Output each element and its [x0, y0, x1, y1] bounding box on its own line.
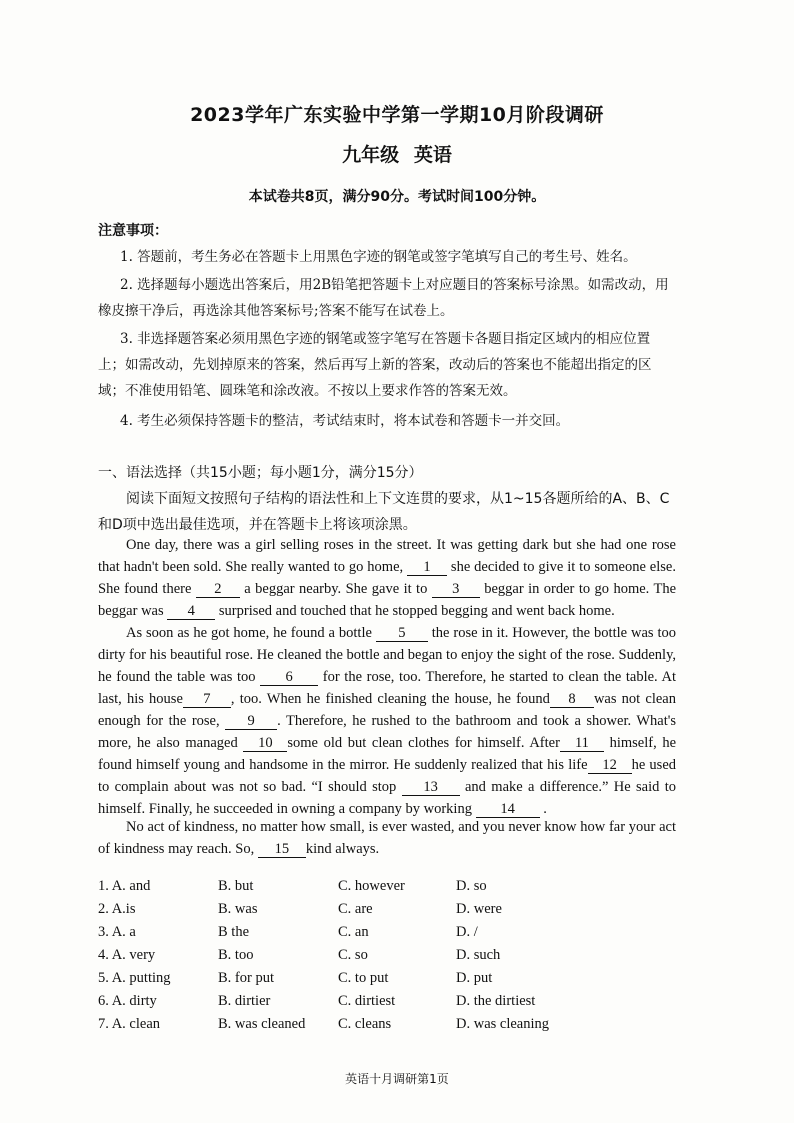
- grade-label: 九年级: [342, 144, 400, 166]
- option-b: B. was: [218, 901, 258, 917]
- option-c: C. dirtiest: [338, 993, 396, 1009]
- option-c: C. cleans: [338, 1016, 392, 1032]
- passage-text: No act of kindness, no matter how small, is ever wasted, and you never know how far your act of kindness may reach. So,: [98, 819, 676, 857]
- passage-text: surprised and touched that he stopped begging and went back home.: [215, 603, 615, 619]
- option-d: D. were: [456, 901, 502, 917]
- option-c: C. so: [338, 947, 368, 963]
- page-footer: 英语十月调研第1页: [345, 1072, 449, 1086]
- blank-7: 7: [183, 691, 231, 708]
- option-row: [98, 947, 658, 970]
- option-d: D. put: [456, 970, 493, 986]
- passage-paragraph-3: [98, 816, 676, 860]
- option-a: 1. A. and: [98, 878, 151, 894]
- blank-9: 9: [225, 713, 277, 730]
- blank-8: 8: [550, 691, 594, 708]
- options-list: [98, 878, 658, 1039]
- blank-6: 6: [260, 669, 318, 686]
- option-b: B. for put: [218, 970, 274, 986]
- option-b: B. was cleaned: [218, 1016, 306, 1032]
- option-a: 6. A. dirty: [98, 993, 157, 1009]
- passage-text: One day, there was a girl selling roses in the street. It was getting dark but she had one rose that hadn't been sold. She really wanted to go home,: [98, 537, 676, 575]
- option-c: C. to put: [338, 970, 389, 986]
- option-d: D. /: [456, 924, 478, 940]
- option-row: [98, 993, 658, 1016]
- note-item: 3. 非选择题答案必须用黑色字迹的钢笔或签字笔写在答题卡各题目指定区域内的相应位置上；如需改动，先划掉原来的答案，然后再写上新的答案，改动后的答案也不能超出指定的区域；不准使用铅笔、圆珠笔和涂改液。不按以上要求作答的答案无效。: [98, 331, 652, 399]
- blank-2: 2: [196, 581, 240, 598]
- passage-text: .: [539, 801, 547, 817]
- option-row: [98, 970, 658, 993]
- option-b: B the: [218, 924, 250, 940]
- passage-text: As soon as he got home, he found a bottle: [126, 625, 376, 641]
- passage-text: and make a difference.” He said to himself. Finally, he succeeded in owning a company by working: [98, 779, 676, 817]
- blank-13: 13: [402, 779, 460, 796]
- notes-heading: 注意事项：: [98, 223, 168, 239]
- passage-text: she decided to give it to someone else. She found there: [98, 559, 676, 597]
- option-d: D. the dirtiest: [456, 993, 536, 1009]
- note-item: 1. 答题前，考生务必在答题卡上用黑色字迹的钢笔或签字笔填写自己的考生号、姓名。: [120, 249, 637, 265]
- option-row: [98, 901, 658, 924]
- passage-text: was not clean enough for the rose,: [98, 691, 676, 729]
- option-c: C. an: [338, 924, 369, 940]
- blank-3: 3: [432, 581, 480, 598]
- option-a: 7. A. clean: [98, 1016, 161, 1032]
- option-b: B. too: [218, 947, 254, 963]
- subject-label: 英语: [413, 144, 452, 166]
- option-a: 2. A.is: [98, 901, 136, 917]
- blank-1: 1: [407, 559, 447, 576]
- exam-title: 2023学年广东实验中学第一学期10月阶段调研: [190, 104, 604, 126]
- blank-15: 15: [258, 841, 306, 858]
- option-a: 5. A. putting: [98, 970, 171, 986]
- option-row: [98, 1016, 658, 1039]
- option-d: D. was cleaning: [456, 1016, 550, 1032]
- passage-text: beggar in order to go home. The beggar was: [98, 581, 677, 619]
- option-c: C. however: [338, 878, 405, 894]
- blank-14: 14: [476, 801, 540, 818]
- option-b: B. dirtier: [218, 993, 271, 1009]
- passage-text: he used to complain about was not so bad. “I should stop: [98, 757, 677, 795]
- passage-paragraph-2: [98, 622, 676, 820]
- option-d: D. such: [456, 947, 501, 963]
- note-item: 4. 考生必须保持答题卡的整洁，考试结束时，将本试卷和答题卡一并交回。: [120, 413, 570, 429]
- grade-subject: [0, 140, 794, 167]
- passage-paragraph-1: [98, 534, 676, 622]
- blank-5: 5: [376, 625, 428, 642]
- exam-info: 本试卷共8页，满分90分。考试时间100分钟。: [248, 189, 546, 205]
- blank-10: 10: [243, 735, 287, 752]
- blank-11: 11: [560, 735, 604, 752]
- passage-text: , too. When he finished cleaning the house, he found: [230, 691, 550, 707]
- option-c: C. are: [338, 901, 373, 917]
- option-a: 4. A. very: [98, 947, 156, 963]
- passage-text: . Therefore, he rushed to the bathroom and took a shower. What's more, he also managed: [98, 713, 676, 751]
- passage-text: kind always.: [305, 841, 380, 857]
- blank-4: 4: [167, 603, 215, 620]
- passage-text: some old but clean clothes for himself. After: [287, 735, 560, 751]
- passage-text: for the rose, too. Therefore, he started to clean the table. At last, his house: [98, 669, 676, 707]
- passage-text: the rose in it. However, the bottle was too dirty for his beautiful rose. He cleaned the bottle and began to enjoy the sight of the rose. Suddenly, he found the table was too: [98, 625, 676, 685]
- passage-text: a beggar nearby. She gave it to: [239, 581, 432, 597]
- option-d: D. so: [456, 878, 487, 894]
- passage-text: himself, he found himself young and handsome in the mirror. He suddenly realized that his life: [98, 735, 677, 773]
- note-item: 2. 选择题每小题选出答案后，用2B铅笔把答题卡上对应题目的答案标号涂黑。如需改动，用橡皮擦干净后，再选涂其他答案标号;答案不能写在试卷上。: [98, 277, 669, 319]
- section-instruction: 阅读下面短文按照句子结构的语法性和上下文连贯的要求，从1~15各题所给的A、B、C和D项中选出最佳选项，并在答题卡上将该项涂黑。: [98, 491, 670, 533]
- option-b: B. but: [218, 878, 254, 894]
- option-row: [98, 924, 658, 947]
- section-heading: 一、语法选择（共15小题；每小题1分，满分15分）: [98, 465, 423, 481]
- option-a: 3. A. a: [98, 924, 136, 940]
- blank-12: 12: [588, 757, 632, 774]
- option-row: [98, 878, 658, 901]
